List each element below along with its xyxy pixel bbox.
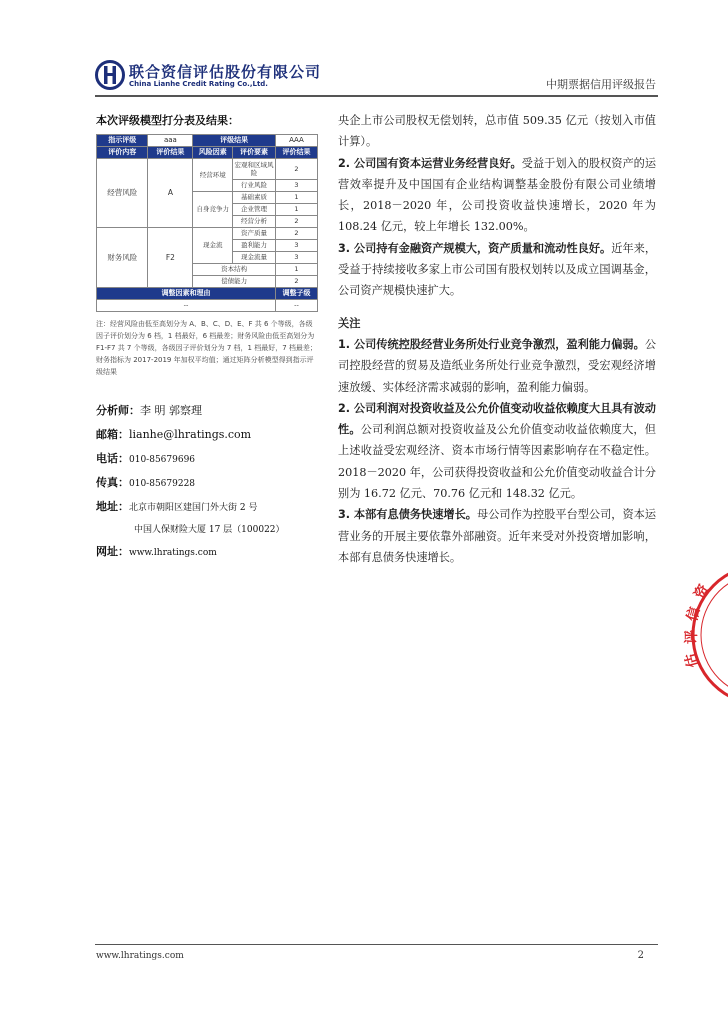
element-cell: 企业管理 bbox=[233, 204, 276, 216]
concern-heading: 2. 公司利润对投资收益及公允价值变动收益依赖度大且具有波动性。 bbox=[338, 401, 656, 437]
table-header-cell: 评价结果 bbox=[148, 147, 193, 159]
web-label: 网址： bbox=[96, 545, 129, 558]
factor-cell: 自身竞争力 bbox=[193, 192, 233, 228]
result-label: 评级结果 bbox=[193, 135, 276, 147]
footer-divider bbox=[95, 944, 658, 945]
element-cell: 资本结构 bbox=[193, 264, 276, 276]
concern-text: 母公司作为控股平台型公司，资本运营业务的开展主要依靠外部融资。近年来受对外投资增加影响，本部有息债务快速增长。 bbox=[338, 508, 657, 564]
adjust-factor-value: -- bbox=[97, 300, 276, 312]
web-line bbox=[96, 543, 318, 559]
left-column bbox=[96, 112, 318, 567]
operating-risk-result: A bbox=[148, 159, 193, 228]
email-value: lianhe@lhratings.com bbox=[129, 428, 252, 441]
score-cell: 2 bbox=[275, 216, 317, 228]
svg-text:信: 信 bbox=[684, 605, 704, 624]
concern-3 bbox=[338, 504, 656, 568]
indicator-label: 指示评级 bbox=[97, 135, 148, 147]
score-cell: 1 bbox=[275, 204, 317, 216]
fax-label: 传真： bbox=[96, 476, 129, 489]
email-line bbox=[96, 426, 318, 442]
operating-risk-label: 经营风险 bbox=[97, 159, 148, 228]
table-header-cell: 风险因素 bbox=[193, 147, 233, 159]
strength-2 bbox=[338, 153, 656, 238]
web-value: www.lhratings.com bbox=[129, 548, 217, 558]
email-label: 邮箱： bbox=[96, 428, 129, 441]
table-note: 注：经营风险由低至高划分为 A、B、C、D、E、F 共 6 个等级，各级因子评价划分为 6 档，1 档最好，6 档最差；财务风险由低至高划分为 F1-F7 共 7 个等级，各级因子评价划分为 7 档，1 档最好，7 档最差；财务指标为 2017-2019 年加权平均值；通过矩阵分析模型得到指示评级结果 bbox=[96, 320, 317, 376]
score-cell: 1 bbox=[275, 192, 317, 204]
score-cell: 3 bbox=[275, 180, 317, 192]
adjust-factor-header: 调整因素和理由 bbox=[97, 288, 276, 300]
score-cell: 2 bbox=[275, 276, 317, 288]
address-label: 地址： bbox=[96, 500, 129, 513]
score-cell: 1 bbox=[275, 264, 317, 276]
concern-heading: 1. 公司传统控股经营业务所处行业竞争激烈，盈利能力偏弱。 bbox=[338, 337, 645, 351]
page-header bbox=[95, 58, 658, 94]
contact-block bbox=[96, 402, 318, 559]
concern-1 bbox=[338, 334, 656, 398]
adjust-sub-value: -- bbox=[275, 300, 317, 312]
score-cell: 3 bbox=[275, 252, 317, 264]
lianhe-logo-icon bbox=[95, 60, 125, 90]
concern-heading: 3. 本部有息债务快速增长。 bbox=[338, 508, 477, 522]
concerns-title: 关注 bbox=[338, 316, 361, 330]
table-header-cell: 评价内容 bbox=[97, 147, 148, 159]
indicator-value: aaa bbox=[148, 135, 193, 147]
element-cell: 经营分析 bbox=[233, 216, 276, 228]
element-cell: 现金流量 bbox=[233, 252, 276, 264]
score-cell: 3 bbox=[275, 240, 317, 252]
element-cell: 宏观和区域风险 bbox=[233, 159, 276, 180]
right-column bbox=[338, 110, 656, 568]
fax-line bbox=[96, 474, 318, 490]
strength-heading: 2. 公司国有资本运营业务经营良好。 bbox=[338, 156, 522, 170]
svg-text:估: 估 bbox=[682, 651, 702, 670]
analyst-line bbox=[96, 402, 318, 418]
phone-value: 010-85679696 bbox=[129, 455, 196, 465]
analyst-label: 分析师： bbox=[96, 404, 140, 417]
svg-text:评: 评 bbox=[684, 630, 700, 644]
concern-text: 公司控股经营的贸易及造纸业务所处行业竞争激烈，受宏观经济增速放缓、实体经济需求减弱的影响，盈利能力偏弱。 bbox=[338, 337, 657, 394]
address-line-1: 北京市朝阳区建国门外大街 2 号 bbox=[129, 503, 258, 513]
result-value: AAA bbox=[275, 135, 317, 147]
element-cell: 偿债能力 bbox=[193, 276, 276, 288]
rating-model-title: 本次评级模型打分表及结果： bbox=[96, 114, 239, 127]
phone-label: 电话： bbox=[96, 452, 129, 465]
adjust-sub-header: 调整子级 bbox=[275, 288, 317, 300]
svg-text:资: 资 bbox=[691, 581, 713, 602]
strength-3 bbox=[338, 238, 656, 302]
page-number: 2 bbox=[637, 950, 644, 961]
element-cell: 行业风险 bbox=[233, 180, 276, 192]
rating-model-table bbox=[96, 134, 318, 312]
phone-line bbox=[96, 450, 318, 466]
concern-text: 公司利润总额对投资收益及公允价值变动收益依赖度大，但上述收益受宏观经济、资本市场行情等因素影响存在不稳定性。2018－2020 年，公司获得投资收益和公允价值变动收益合计分别为 16.72 亿元、70.76 亿元和 148.32 亿元。 bbox=[338, 423, 656, 501]
logo-company-name: 联合资信评估股份有限公司 bbox=[129, 63, 322, 81]
company-seal-stamp-icon bbox=[682, 560, 728, 710]
address-line bbox=[96, 498, 318, 514]
table-header-cell: 评价结果 bbox=[275, 147, 317, 159]
element-cell: 资产质量 bbox=[233, 228, 276, 240]
element-cell: 基础素质 bbox=[233, 192, 276, 204]
factor-cell: 现金流 bbox=[193, 228, 233, 264]
strength-text: 近年来，受益于持续接收多家上市公司国有股权划转以及成立国调基金，公司资产规模快速扩大。 bbox=[338, 241, 657, 298]
report-type-title: 中期票据信用评级报告 bbox=[546, 78, 656, 91]
analyst-value: 李 明 郭察理 bbox=[140, 404, 202, 417]
table-header-cell: 评价要素 bbox=[233, 147, 276, 159]
strength-text: 受益于划入的股权资产的运营效率提升及中国国有企业结构调整基金股份有限公司业绩增长，2018－2020 年，公司投资收益快速增长，2020 年为 108.24 亿元，较上年增长 132.00%。 bbox=[338, 156, 657, 234]
paragraph: 央企上市公司股权无偿划转，总市值 509.35 亿元（按划入市值计算）。 bbox=[338, 114, 656, 149]
header-divider bbox=[95, 95, 658, 97]
concern-2 bbox=[338, 398, 656, 504]
financial-risk-label: 财务风险 bbox=[97, 228, 148, 288]
financial-risk-result: F2 bbox=[148, 228, 193, 288]
element-cell: 盈利能力 bbox=[233, 240, 276, 252]
address-line-2: 中国人保财险大厦 17 层（100022） bbox=[134, 525, 285, 535]
strength-heading: 3. 公司持有金融资产规模大，资产质量和流动性良好。 bbox=[338, 241, 612, 255]
score-cell: 2 bbox=[275, 228, 317, 240]
score-cell: 2 bbox=[275, 159, 317, 180]
factor-cell: 经营环境 bbox=[193, 159, 233, 192]
logo-company-english: China Lianhe Credit Rating Co.,Ltd. bbox=[129, 80, 268, 88]
footer-url: www.lhratings.com bbox=[96, 951, 184, 961]
fax-value: 010-85679228 bbox=[129, 479, 196, 489]
